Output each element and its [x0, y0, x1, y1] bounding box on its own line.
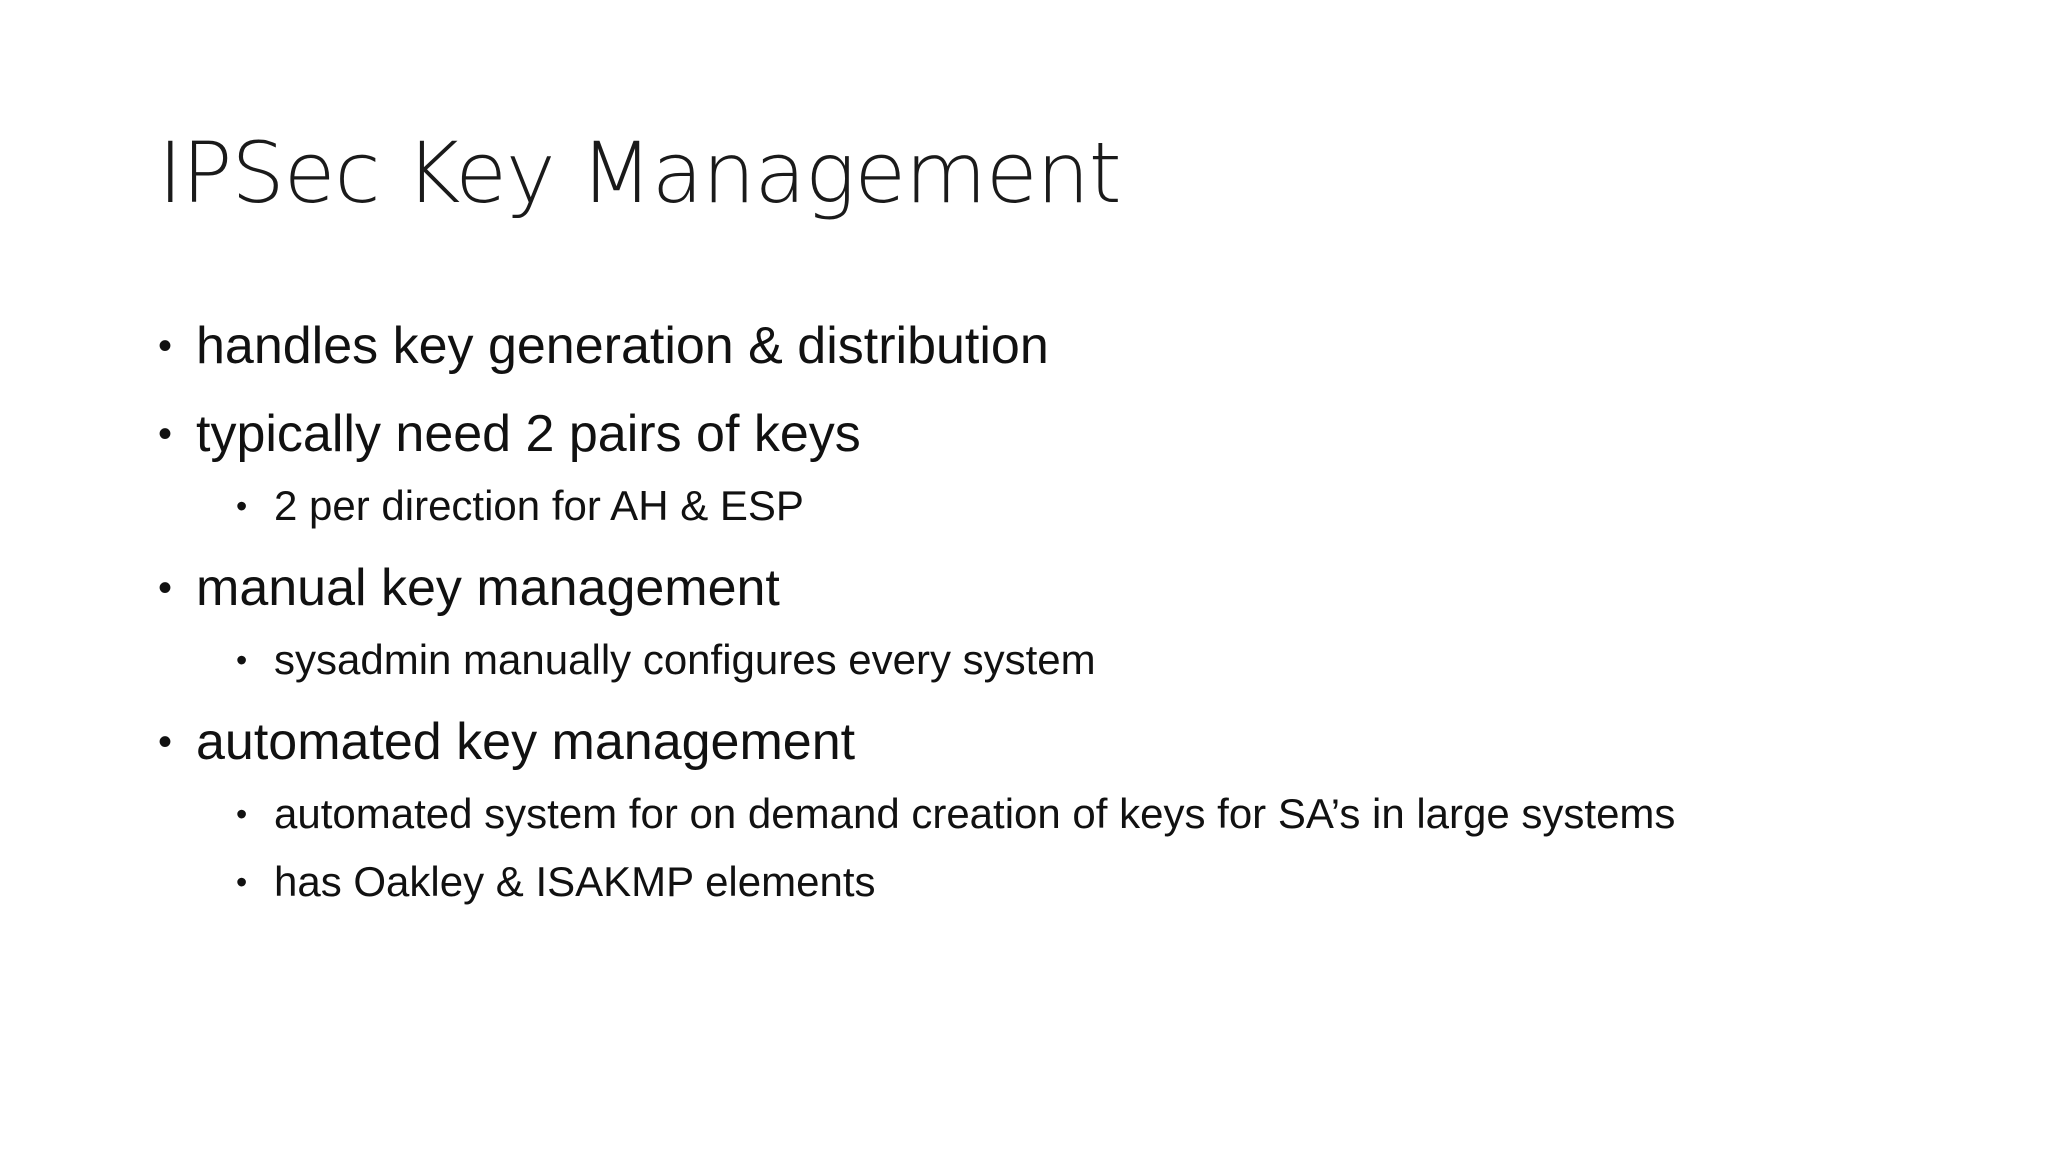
bullet-text: handles key generation & distribution — [196, 317, 1049, 375]
bullet-dot-icon: • — [158, 412, 173, 456]
bullet-text: manual key management — [196, 559, 780, 617]
bullet-dot-icon: • — [236, 864, 248, 900]
sub-bullet-text: 2 per direction for AH & ESP — [274, 482, 804, 529]
bullet-dot-icon: • — [158, 566, 173, 610]
bullet-dot-icon: • — [158, 720, 173, 764]
bullet-dot-icon: • — [158, 324, 173, 368]
bullet-dot-icon: • — [236, 796, 248, 832]
sub-bullet-text: sysadmin manually configures every system — [274, 636, 1096, 683]
bullet-text: typically need 2 pairs of keys — [196, 405, 861, 463]
sub-bullet-text: has Oakley & ISAKMP elements — [274, 858, 876, 905]
bullet-dot-icon: • — [236, 488, 248, 524]
sub-bullet-text: automated system for on demand creation of keys for SA’s in large systems — [274, 790, 1676, 837]
slide-title: IPSec Key Management — [158, 124, 1121, 222]
bullet-dot-icon: • — [236, 642, 248, 678]
bullet-text: automated key management — [196, 713, 856, 771]
